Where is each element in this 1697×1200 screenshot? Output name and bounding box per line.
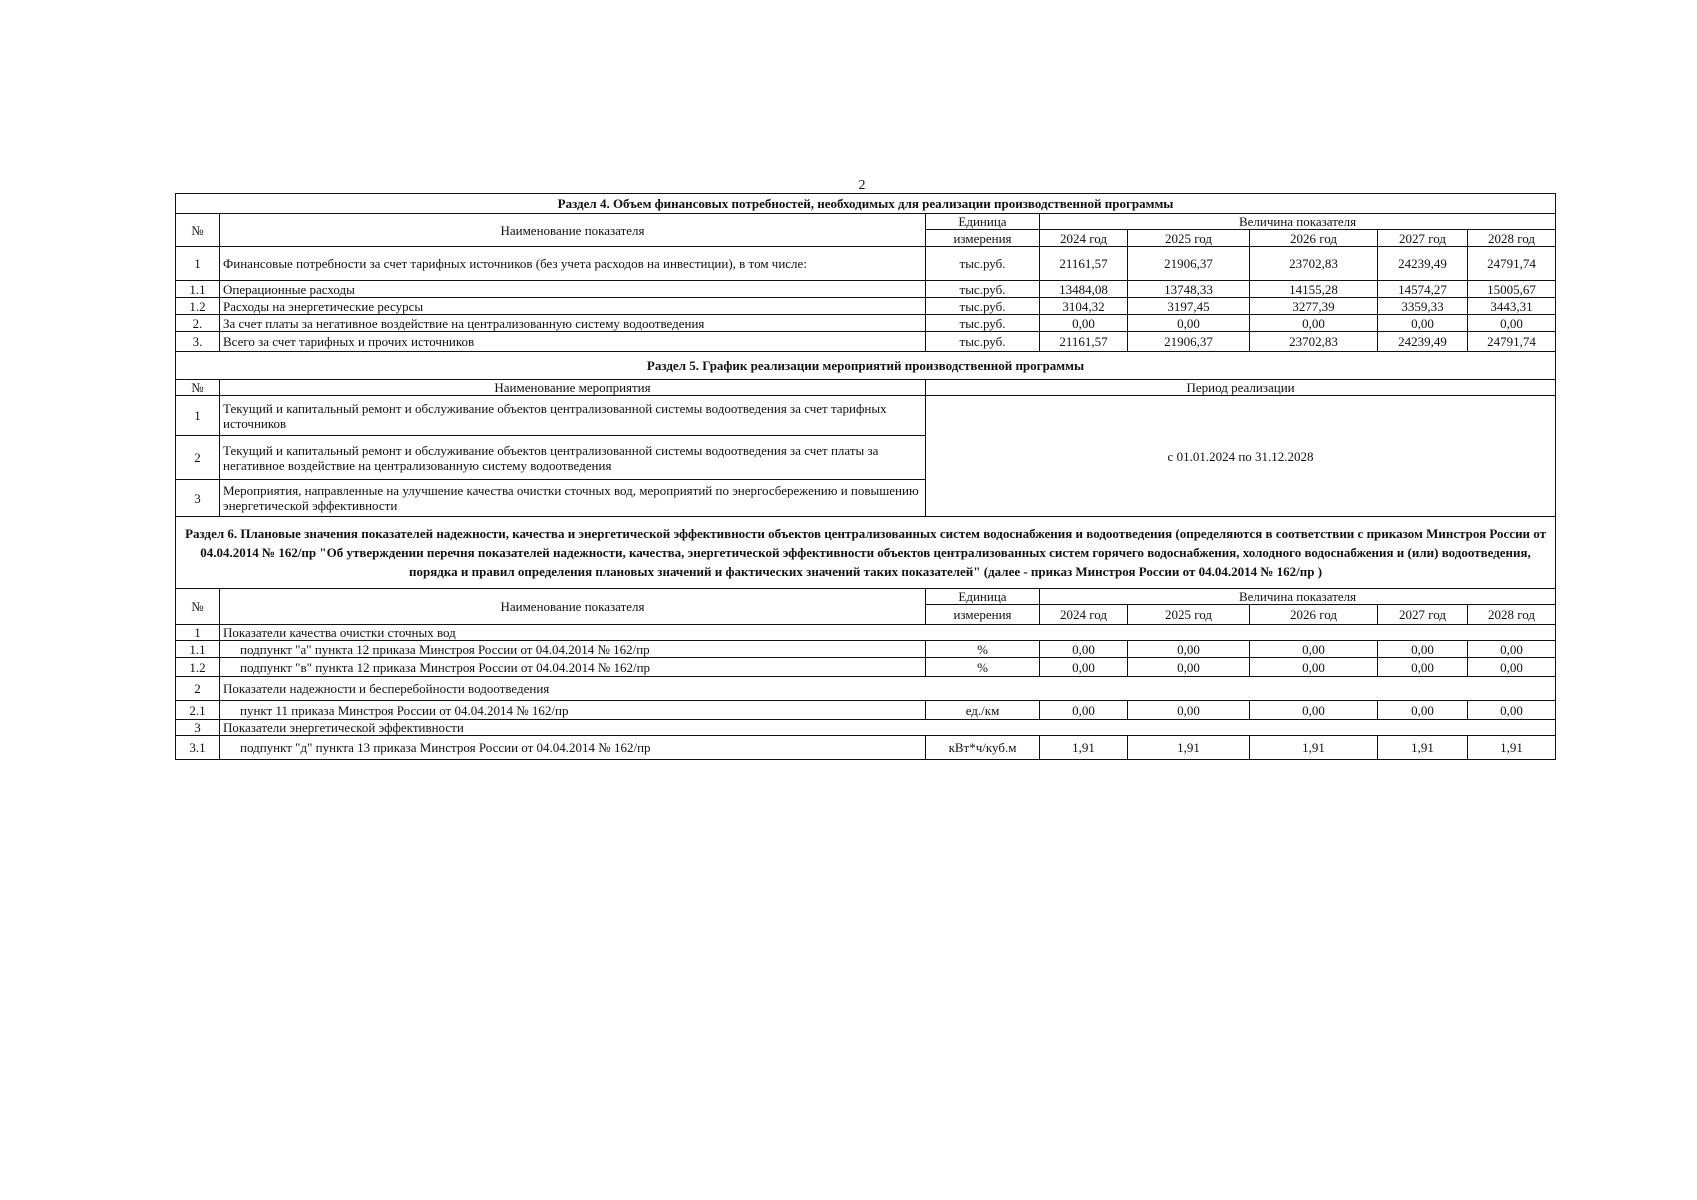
s6-year-2024: 2024 год [1040,605,1128,625]
row-value: 14155,28 [1250,281,1378,298]
table-row [176,396,1556,436]
s6-year-2028: 2028 год [1468,605,1556,625]
row-value: 0,00 [1040,641,1128,658]
row-value: 0,00 [1378,315,1468,332]
row-value: 24791,74 [1468,247,1556,281]
row-value: 23702,83 [1250,332,1378,352]
row-no: 1 [176,247,220,281]
row-value: 0,00 [1040,701,1128,720]
row-unit: тыс.руб. [926,247,1040,281]
row-name: пункт 11 приказа Минстроя России от 04.04.2014 № 162/пр [220,701,926,720]
row-no: 1.2 [176,298,220,315]
row-value: 0,00 [1468,658,1556,677]
s4-year-2028: 2028 год [1468,230,1556,247]
table-row [176,281,1556,298]
row-no: 3 [176,480,220,517]
row-value: 0,00 [1040,315,1128,332]
row-value: 0,00 [1250,701,1378,720]
table-row [176,736,1556,760]
s5-col-period: Период реализации [926,380,1556,396]
group-name: Показатели качества очистки сточных вод [220,625,1556,641]
row-name: Финансовые потребности за счет тарифных источников (без учета расходов на инвестиции), в том числе: [220,247,926,281]
row-value: 0,00 [1468,641,1556,658]
row-value: 21906,37 [1128,247,1250,281]
row-value: 0,00 [1378,658,1468,677]
row-value: 0,00 [1378,701,1468,720]
row-value: 21906,37 [1128,332,1250,352]
row-value: 1,91 [1250,736,1378,760]
row-value: 14574,27 [1378,281,1468,298]
section4-title: Раздел 4. Объем финансовых потребностей, необходимых для реализации производственной программы [176,194,1556,214]
row-name: За счет платы за негативное воздействие на централизованную систему водоотведения [220,315,926,332]
table-row [176,641,1556,658]
row-value: 23702,83 [1250,247,1378,281]
table-row [176,247,1556,281]
s4-col-no: № [176,214,220,247]
row-name: подпункт "в" пункта 12 приказа Минстроя России от 04.04.2014 № 162/пр [220,658,926,677]
row-unit: тыс.руб. [926,332,1040,352]
s6-year-2027: 2027 год [1378,605,1468,625]
row-no: 2 [176,436,220,480]
s6-year-2025: 2025 год [1128,605,1250,625]
group-name: Показатели энергетической эффективности [220,720,1556,736]
program-table [175,193,1556,760]
s4-year-2026: 2026 год [1250,230,1378,247]
s6-col-value: Величина показателя [1040,589,1556,605]
row-no: 1 [176,396,220,436]
row-value: 21161,57 [1040,332,1128,352]
table-row [176,701,1556,720]
s5-col-no: № [176,380,220,396]
row-no: 1.1 [176,641,220,658]
group-no: 3 [176,720,220,736]
row-value: 3104,32 [1040,298,1128,315]
row-value: 1,91 [1468,736,1556,760]
row-name: Операционные расходы [220,281,926,298]
group-name: Показатели надежности и бесперебойности водоотведения [220,677,1556,701]
s4-year-2024: 2024 год [1040,230,1128,247]
table-row [176,315,1556,332]
group-row [176,677,1556,701]
row-value: 0,00 [1250,658,1378,677]
row-unit: % [926,641,1040,658]
s4-col-unit-2: измерения [926,230,1040,247]
row-value: 0,00 [1128,701,1250,720]
s6-col-no: № [176,589,220,625]
row-no: 2.1 [176,701,220,720]
s4-year-2025: 2025 год [1128,230,1250,247]
row-value: 13484,08 [1040,281,1128,298]
row-no: 3. [176,332,220,352]
row-unit: тыс.руб. [926,298,1040,315]
row-name: Всего за счет тарифных и прочих источников [220,332,926,352]
row-value: 3359,33 [1378,298,1468,315]
row-name: Мероприятия, направленные на улучшение качества очистки сточных вод, мероприятий по энергосбережению и повышению энергетической эффективности [220,480,926,517]
row-value: 1,91 [1040,736,1128,760]
s5-col-name: Наименование мероприятия [220,380,926,396]
row-value: 13748,33 [1128,281,1250,298]
table-row [176,658,1556,677]
row-value: 0,00 [1250,315,1378,332]
row-value: 0,00 [1128,658,1250,677]
section6-title: Раздел 6. Плановые значения показателей надежности, качества и энергетической эффективности объектов централизованных систем водоснабжения и водоотведения (определяются в соответствии с приказом Минстроя России от 04.04.2014 № 162/пр "Об утверждении перечня показателей надежности, качества, энергетической эффективности объектов централизованных систем горячего водоснабжения, холодного водоснабжения и (или) водоотведения, порядка и правил определения плановых значений и фактических значений таких показателей" (далее - приказ Минстроя России от 04.04.2014 № 162/пр ) [176,517,1556,589]
row-name: подпункт "д" пункта 13 приказа Минстроя России от 04.04.2014 № 162/пр [220,736,926,760]
s6-col-name: Наименование показателя [220,589,926,625]
table-row [176,298,1556,315]
row-unit: ед./км [926,701,1040,720]
row-no: 1.1 [176,281,220,298]
page-number: 2 [858,178,866,193]
row-value: 24239,49 [1378,332,1468,352]
row-value: 0,00 [1128,315,1250,332]
row-name: Текущий и капитальный ремонт и обслуживание объектов централизованной системы водоотведения за счет тарифных источников [220,396,926,436]
period-value: с 01.01.2024 по 31.12.2028 [926,396,1556,517]
row-value: 0,00 [1128,641,1250,658]
row-value: 24239,49 [1378,247,1468,281]
s6-col-unit-1: Единица [926,589,1040,605]
row-unit: % [926,658,1040,677]
s4-year-2027: 2027 год [1378,230,1468,247]
row-value: 1,91 [1128,736,1250,760]
group-row [176,625,1556,641]
s6-col-unit-2: измерения [926,605,1040,625]
row-name: Расходы на энергетические ресурсы [220,298,926,315]
row-value: 3443,31 [1468,298,1556,315]
row-no: 2. [176,315,220,332]
row-value: 0,00 [1378,641,1468,658]
row-value: 0,00 [1040,658,1128,677]
group-row [176,720,1556,736]
row-value: 24791,74 [1468,332,1556,352]
row-unit: кВт*ч/куб.м [926,736,1040,760]
table-row [176,332,1556,352]
row-value: 3277,39 [1250,298,1378,315]
row-value: 21161,57 [1040,247,1128,281]
s6-year-2026: 2026 год [1250,605,1378,625]
section5-title: Раздел 5. График реализации мероприятий производственной программы [176,352,1556,380]
group-no: 1 [176,625,220,641]
s4-col-value: Величина показателя [1040,214,1556,230]
row-value: 3197,45 [1128,298,1250,315]
row-value: 0,00 [1250,641,1378,658]
row-no: 3.1 [176,736,220,760]
s4-col-unit-1: Единица [926,214,1040,230]
s4-col-name: Наименование показателя [220,214,926,247]
row-value: 1,91 [1378,736,1468,760]
row-value: 15005,67 [1468,281,1556,298]
row-name: Текущий и капитальный ремонт и обслуживание объектов централизованной системы водоотведения за счет платы за негативное воздействие на централизованную систему водоотведения [220,436,926,480]
row-value: 0,00 [1468,701,1556,720]
row-no: 1.2 [176,658,220,677]
row-unit: тыс.руб. [926,281,1040,298]
row-name: подпункт "а" пункта 12 приказа Минстроя России от 04.04.2014 № 162/пр [220,641,926,658]
row-unit: тыс.руб. [926,315,1040,332]
group-no: 2 [176,677,220,701]
row-value: 0,00 [1468,315,1556,332]
